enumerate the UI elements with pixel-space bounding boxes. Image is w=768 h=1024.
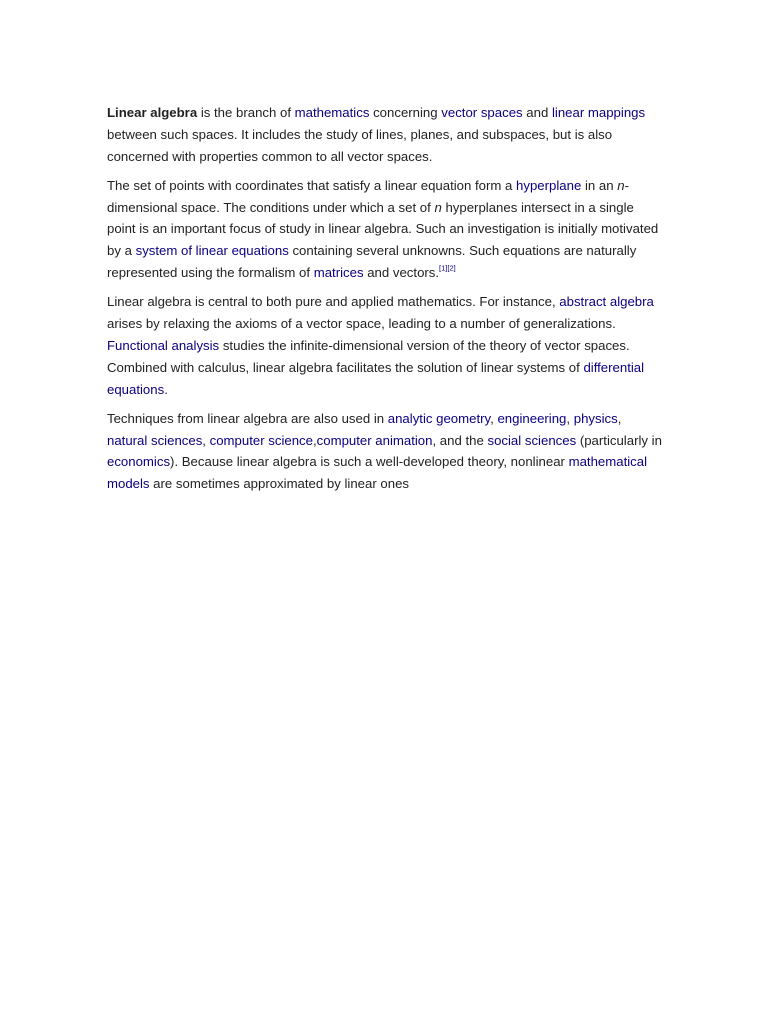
text-run: containing several unknowns. Such equations are naturally represented using the formalism of (107, 243, 637, 281)
text-run: and (522, 105, 552, 120)
text-run: , and the (432, 432, 488, 448)
link-engineering[interactable]: engineering (497, 410, 567, 426)
text-run: and vectors. (363, 265, 440, 281)
link-system-of-linear-equations[interactable]: system of linear equations (135, 243, 289, 259)
text-run: is the branch of (197, 105, 295, 120)
text-run: , (490, 410, 498, 426)
link-natural-sciences[interactable]: natural sciences (107, 432, 203, 448)
text-run: in an (581, 177, 618, 193)
link-physics[interactable]: physics (573, 410, 618, 426)
text-run: (particularly in (576, 432, 662, 448)
citation-2[interactable]: [2] (447, 263, 456, 273)
text-run: are sometimes approximated by linear ones (149, 476, 409, 492)
article-body (107, 102, 662, 503)
text-run: , (617, 410, 622, 426)
link-matrices[interactable]: matrices (313, 265, 364, 281)
text-run: arises by relaxing the axioms of a vector space, leading to a number of generalizations. (107, 316, 616, 332)
text-run: ). Because linear algebra is such a well-developed theory, nonlinear (170, 454, 569, 470)
text-run: , (202, 432, 210, 448)
text-run: hyperplanes intersect in a single point is an important focus of study in linear algebra. Such an investigation is initially motivated by a (107, 199, 659, 259)
paragraph-hyperplanes (107, 175, 662, 284)
link-hyperplane[interactable]: hyperplane (516, 177, 582, 193)
citation-refs (439, 263, 456, 272)
link-linear-mappings[interactable]: linear mappings (551, 105, 646, 120)
text-run: concerning (369, 105, 442, 120)
link-analytic-geometry[interactable]: analytic geometry (387, 410, 491, 426)
link-economics[interactable]: economics (107, 454, 171, 470)
link-social-sciences[interactable]: social sciences (487, 432, 577, 448)
paragraph-techniques (107, 408, 662, 495)
link-computer-science[interactable]: computer science (209, 432, 313, 448)
link-vector-spaces[interactable]: vector spaces (441, 105, 523, 120)
link-functional-analysis[interactable]: Functional analysis (107, 337, 220, 353)
text-run: Techniques from linear algebra are also used in (107, 410, 388, 426)
variable-n: n (617, 177, 625, 193)
citation-1[interactable]: [1] (439, 263, 448, 273)
link-computer-animation[interactable]: computer animation (316, 432, 433, 448)
paragraph-intro (107, 102, 662, 167)
text-run: The set of points with coordinates that satisfy a linear equation form a (107, 177, 517, 193)
text-run: . (164, 381, 168, 397)
paragraph-applications (107, 291, 662, 400)
text-run: , (312, 432, 317, 448)
variable-n: n (434, 199, 442, 215)
text-run: between such spaces. It includes the study of lines, planes, and subspaces, but is also concerned with properties common to all vector spaces. (107, 126, 613, 164)
article-term: Linear algebra (107, 105, 198, 120)
text-run: -dimensional space. The conditions under which a set of (107, 177, 629, 215)
link-mathematical-models[interactable]: mathematical models (107, 454, 648, 492)
link-mathematics[interactable]: mathematics (294, 105, 370, 120)
text-run: , (566, 410, 574, 426)
link-differential-equations[interactable]: differential equations (107, 359, 645, 397)
text-run: studies the infinite-dimensional version of the theory of vector spaces. Combined with calculus, linear algebra facilitates the solution of linear systems of (107, 337, 630, 375)
text-run: Linear algebra is central to both pure and applied mathematics. For instance, (107, 294, 560, 310)
link-abstract-algebra[interactable]: abstract algebra (559, 294, 654, 310)
